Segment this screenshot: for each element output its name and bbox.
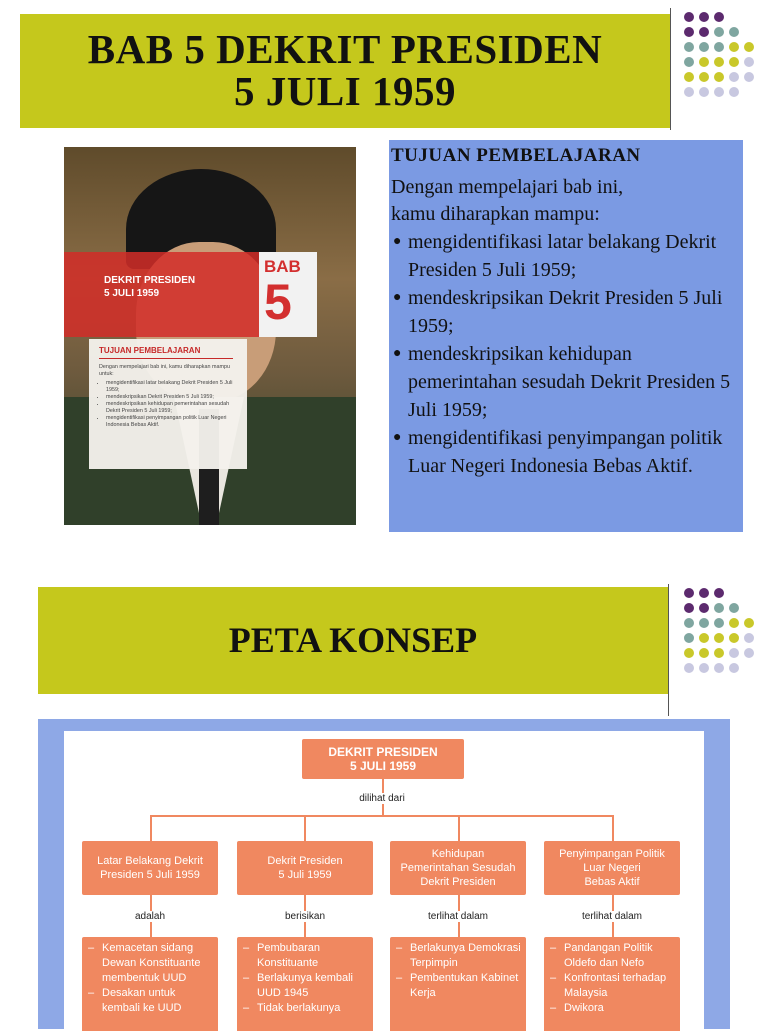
decor-dot — [699, 648, 709, 658]
connector-line — [304, 815, 306, 841]
objectives-intro-line2: kamu diharapkan mampu: — [391, 203, 600, 225]
objective-item — [391, 424, 743, 480]
objective-item — [391, 340, 743, 424]
slide1-title-banner — [20, 14, 670, 128]
decor-dot — [684, 12, 694, 22]
decor-dot — [714, 663, 724, 673]
branch-title-line: Bebas Aktif — [584, 876, 640, 888]
decor-dot — [729, 42, 739, 52]
detail-item: – Kemacetan sidang Dewan Konstituante membentuk UUD — [88, 941, 214, 986]
detail-item: – Pandangan Politik Oldefo dan Nefo — [550, 941, 676, 971]
bullet-icon: ● — [393, 346, 402, 361]
decor-dot — [714, 57, 724, 67]
decor-dot — [699, 42, 709, 52]
bullet-icon: ● — [393, 430, 402, 445]
objectives-list — [391, 228, 743, 480]
objective-text: mendeskripsikan kehidupan pemerintahan sesudah Dekrit Presiden 5 Juli 1959; — [408, 343, 731, 421]
cover-objective-item: • mendeskripsikan kehidupan pemerintahan sesudah Dekrit Presiden 5 Juli 1959; — [106, 401, 239, 415]
decor-dot — [684, 87, 694, 97]
concept-branch-box — [544, 841, 680, 895]
decor-dot — [729, 633, 739, 643]
cover-panel-line2: 5 JULI 1959 — [104, 288, 160, 299]
decor-dot — [714, 27, 724, 37]
slide2-divider-line — [668, 584, 669, 716]
decor-dot — [744, 42, 754, 52]
decor-dot — [684, 663, 694, 673]
concept-detail-box — [390, 937, 526, 1031]
decor-dot — [684, 648, 694, 658]
concept-map — [64, 731, 704, 1031]
cover-panel-title — [104, 274, 195, 300]
detail-item: – Tidak berlakunya — [243, 1001, 369, 1016]
decor-dot — [729, 663, 739, 673]
decor-dot — [699, 72, 709, 82]
decor-dot — [744, 618, 754, 628]
objective-text: mendeskripsikan Dekrit Presiden 5 Juli 1959; — [408, 287, 723, 337]
decor-dot — [684, 588, 694, 598]
decor-dot — [684, 72, 694, 82]
branch-link-label: terlihat dalam — [408, 911, 508, 922]
decor-dot — [714, 603, 724, 613]
cover-panel-line1: DEKRIT PRESIDEN — [104, 275, 196, 286]
bullet-icon: ● — [393, 290, 402, 305]
decor-dot — [684, 27, 694, 37]
detail-item: – Pembentukan Kabinet Kerja — [396, 971, 522, 1001]
decor-dot — [699, 57, 709, 67]
decor-dot — [729, 618, 739, 628]
decor-dot — [729, 72, 739, 82]
decor-dot — [744, 633, 754, 643]
decor-dot — [684, 633, 694, 643]
objective-item — [391, 228, 743, 284]
branch-title-line: Luar Negeri — [583, 862, 641, 874]
branch-title-line: Dekrit Presiden — [420, 876, 496, 888]
slide2-title: PETA KONSEP — [228, 620, 478, 660]
connector-line — [458, 815, 460, 841]
decor-dot — [744, 72, 754, 82]
objectives-title: TUJUAN PEMBELAJARAN — [391, 145, 641, 166]
detail-item: – Desakan untuk kembali ke UUD — [88, 986, 214, 1016]
decor-dot — [714, 72, 724, 82]
branch-title-line: Latar Belakang Dekrit — [97, 855, 203, 867]
cover-objective-item: • mengidentifikasi latar belakang Dekrit Presiden 5 Juli 1959; — [106, 380, 239, 394]
branch-link-label: adalah — [100, 911, 200, 922]
connector-line — [612, 815, 614, 841]
concept-detail-box — [237, 937, 373, 1031]
decor-dot — [744, 648, 754, 658]
slide1-title-line1: BAB 5 DEKRIT PRESIDEN — [87, 26, 603, 72]
decor-dot — [699, 633, 709, 643]
decor-dot — [714, 618, 724, 628]
decor-dot — [699, 87, 709, 97]
objective-item — [391, 284, 743, 340]
branch-link-label: terlihat dalam — [562, 911, 662, 922]
concept-detail-box — [82, 937, 218, 1031]
decor-dot — [714, 588, 724, 598]
objectives-intro-line1: Dengan mempelajari bab ini, — [391, 176, 624, 198]
decor-dot — [684, 618, 694, 628]
detail-item: – Pembubaran Konstituante — [243, 941, 369, 971]
cover-objectives-title: TUJUAN PEMBELAJARAN — [99, 346, 201, 355]
decor-dot — [729, 87, 739, 97]
concept-root-box — [302, 739, 464, 779]
decor-dot — [684, 57, 694, 67]
cover-objective-item: • mendeskripsikan Dekrit Presiden 5 Juli 1959; — [106, 394, 239, 401]
cover-bab-word: BAB — [264, 257, 301, 276]
decor-dot — [714, 87, 724, 97]
slide2-title-banner — [38, 587, 668, 694]
decor-dot — [729, 603, 739, 613]
decor-dot — [729, 57, 739, 67]
concept-root-line1: DEKRIT PRESIDEN — [328, 745, 438, 759]
cover-objectives-text — [99, 364, 239, 429]
decor-dot — [714, 633, 724, 643]
connector-line — [150, 815, 614, 817]
concept-branch-box — [390, 841, 526, 895]
branch-title-line: Pemerintahan Sesudah — [400, 862, 516, 874]
branch-link-label: berisikan — [255, 911, 355, 922]
decor-dot — [714, 12, 724, 22]
decor-dot — [714, 648, 724, 658]
detail-item: – Berlakunya kembali UUD 1945 — [243, 971, 369, 1001]
concept-branch-box — [82, 841, 218, 895]
decor-dot — [699, 12, 709, 22]
branch-title-line: Presiden 5 Juli 1959 — [100, 869, 200, 881]
cover-objective-item: • mengidentifikasi penyimpangan politik Luar Negeri Indonesia Bebas Aktif. — [106, 415, 239, 429]
detail-item: – Konfrontasi terhadap Malaysia — [550, 971, 676, 1001]
slide1-divider-line — [670, 8, 671, 130]
decor-dot — [714, 42, 724, 52]
decor-dot — [699, 588, 709, 598]
concept-branch-box — [237, 841, 373, 895]
concept-root-link-label: dilihat dari — [332, 793, 432, 804]
decor-dot — [729, 648, 739, 658]
slide1-title-line2: 5 JULI 1959 — [234, 68, 456, 114]
objective-text: mengidentifikasi penyimpangan politik Luar Negeri Indonesia Bebas Aktif. — [408, 427, 723, 477]
decor-dot — [699, 27, 709, 37]
slide1-title — [20, 14, 670, 112]
decor-dot — [684, 42, 694, 52]
book-cover-image — [64, 147, 356, 525]
concept-detail-box — [544, 937, 680, 1031]
bullet-icon: ● — [393, 234, 402, 249]
cover-objectives-intro: Dengan mempelajari bab ini, kamu diharapkan mampu untuk: — [99, 364, 230, 377]
decor-dot — [699, 618, 709, 628]
detail-item: – Dwikora — [550, 1001, 676, 1016]
objectives-panel — [389, 140, 743, 532]
decor-dot — [684, 603, 694, 613]
decor-dot — [699, 603, 709, 613]
objectives-intro — [391, 174, 743, 228]
branch-title-line: Dekrit Presiden — [267, 855, 343, 867]
cover-bab-number: 5 — [264, 274, 292, 330]
objective-text: mengidentifikasi latar belakang Dekrit Presiden 5 Juli 1959; — [408, 231, 717, 281]
decor-dot — [729, 27, 739, 37]
branch-title-line: Penyimpangan Politik — [559, 848, 665, 860]
detail-item: – Berlakunya Demokrasi Terpimpin — [396, 941, 522, 971]
decor-dot — [744, 57, 754, 67]
connector-line — [150, 815, 152, 841]
branch-title-line: Kehidupan — [431, 848, 485, 860]
decor-dot — [699, 663, 709, 673]
concept-root-line2: 5 JULI 1959 — [349, 759, 417, 773]
branch-title-line: 5 Juli 1959 — [278, 869, 332, 881]
cover-objectives-rule — [99, 358, 233, 359]
